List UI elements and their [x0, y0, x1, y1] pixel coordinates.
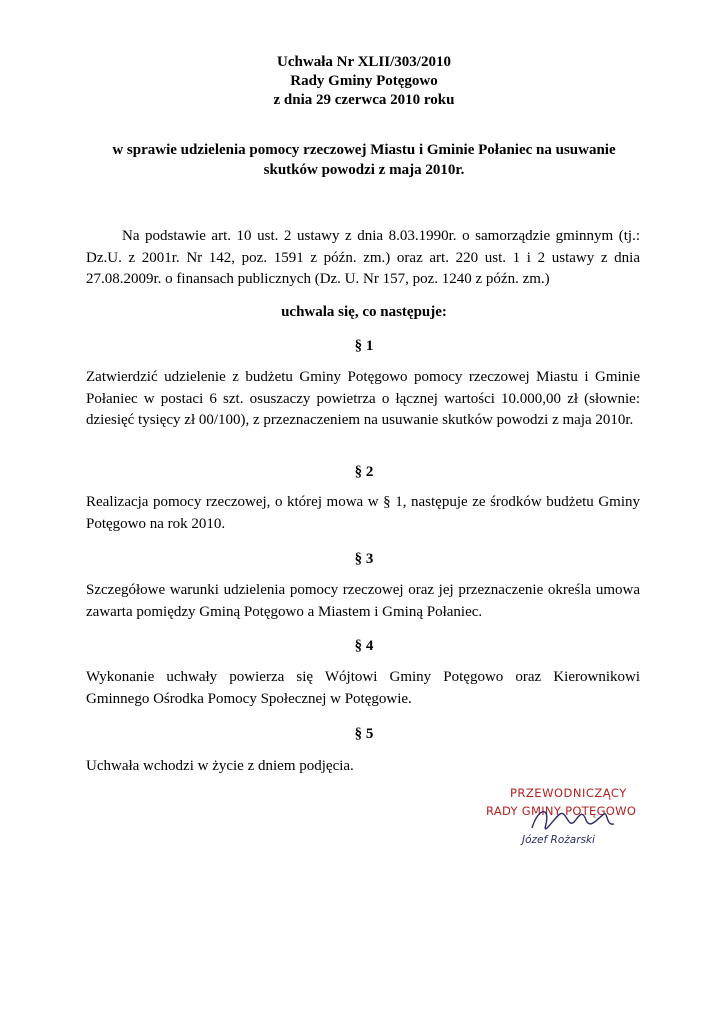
section-3-heading: § 3 [354, 551, 374, 567]
stamp-graphic [480, 778, 650, 850]
section-5-heading: § 5 [354, 726, 374, 742]
section-3-text: Szczegółowe warunki udzielenia pomocy rzeczowej oraz jej przeznaczenie określa umowa zawarta pomiędzy Gminą Potęgowo a Miastem i Gminą Połaniec. [86, 582, 640, 620]
council-name: Rady Gminy Potęgowo [290, 73, 438, 89]
subject-line-1: w sprawie udzielenia pomocy rzeczowej Miastu i Gminie Połaniec na usuwanie [112, 142, 616, 158]
section-5-text: Uchwała wchodzi w życie z dniem podjęcia. [86, 758, 354, 774]
section-4-text: Wykonanie uchwały powierza się Wójtowi Gminy Potęgowo oraz Kierownikowi Gminnego Ośrodka Pomocy Społecznej w Potęgowie. [86, 669, 640, 707]
stamp-council: RADY GMINY POTĘGOWO [486, 804, 637, 818]
subject-line-2: skutków powodzi z maja 2010r. [263, 162, 465, 178]
stamp-title: PRZEWODNICZĄCY [510, 786, 627, 800]
resolution-date: z dnia 29 czerwca 2010 roku [273, 92, 455, 108]
section-1-heading: § 1 [354, 338, 374, 354]
preamble-paragraph: Na podstawie art. 10 ust. 2 ustawy z dnia 8.03.1990r. o samorządzie gminnym (tj.: Dz.U. z 2001r. Nr 142, poz. 1591 z późn. zm.) oraz art. 220 ust. 1 i 2 ustawy z dnia 27.08.2009r. o finansach publicznych (Dz. U. Nr 157, poz. 1240 z późn. zm.) [86, 228, 640, 287]
section-1-text: Zatwierdzić udzielenie z budżetu Gminy Potęgowo pomocy rzeczowej Miastu i Gminie Połaniec w postaci 6 szt. osuszaczy powietrza o łącznej wartości 10.000,00 zł (słownie: dziesięć tysięcy zł 00/100), z przeznaczeniem na usuwanie skutków powodzi z maja 2010r. [86, 369, 640, 428]
resolution-number: Uchwała Nr XLII/303/2010 [277, 54, 451, 70]
section-2-text: Realizacja pomocy rzeczowej, o której mowa w § 1, następuje ze środków budżetu Gminy Potęgowo na rok 2010. [86, 494, 640, 532]
chairman-stamp [480, 778, 650, 850]
section-2-heading: § 2 [354, 464, 374, 480]
signatory-name: Józef Rożarski [522, 834, 595, 846]
resolves-heading: uchwala się, co następuje: [281, 304, 447, 320]
section-4-heading: § 4 [354, 638, 374, 654]
